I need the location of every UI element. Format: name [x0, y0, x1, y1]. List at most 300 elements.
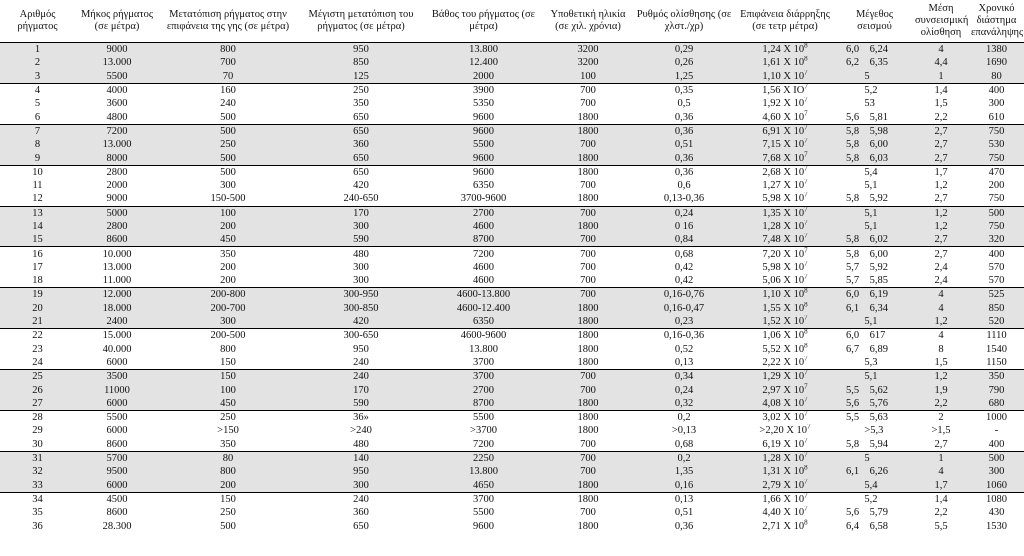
- cell-age: 700: [580, 275, 596, 287]
- cell-depth: 7200: [425, 247, 542, 261]
- cell-max: 300-850: [297, 302, 425, 315]
- cell-rec: 610: [988, 111, 1005, 123]
- table-row: [0, 97, 1024, 110]
- table-row: [0, 220, 1024, 233]
- cell-disp: 150: [159, 370, 297, 384]
- cell-slip: 0,29: [634, 43, 734, 57]
- area-mantissa: 5,06 X 10: [762, 275, 805, 287]
- cell-age: 1800: [542, 492, 634, 506]
- area-exponent: 7: [804, 437, 808, 445]
- cell-rec: 1000: [969, 411, 1024, 425]
- table-row: [0, 165, 1024, 179]
- cell-age: 100: [542, 70, 634, 84]
- cell-slip: 0,24: [634, 206, 734, 220]
- cell-mag: 5,3: [846, 356, 878, 368]
- table-row: [0, 274, 1024, 288]
- area-exponent: 7: [804, 69, 808, 77]
- cell-disp: 700: [159, 56, 297, 69]
- cell-mean: 4: [913, 288, 969, 302]
- cell-age: 700: [580, 180, 596, 192]
- area-exponent: 7: [804, 178, 808, 186]
- cell-mag: 5,8 6,03: [836, 151, 913, 165]
- cell-disp: 450: [159, 397, 297, 411]
- cell-depth: 9600: [425, 165, 542, 179]
- cell-len: 15.000: [75, 329, 159, 343]
- cell-age: 1800: [542, 220, 634, 233]
- cell-area: [734, 70, 836, 84]
- cell-n: 7: [0, 124, 75, 138]
- cell-depth: 13.800: [425, 465, 542, 478]
- col-header: Αριθμός ρήγματος: [0, 0, 75, 43]
- cell-rec: 530: [969, 138, 1024, 151]
- cell-area: [734, 411, 836, 425]
- cell-depth: 12.400: [425, 56, 542, 69]
- cell-n: 9: [0, 151, 75, 165]
- cell-depth: 13.800: [425, 43, 542, 57]
- area-mantissa: 5,98 X 10: [762, 193, 805, 205]
- cell-disp: 200-800: [159, 288, 297, 302]
- area-mantissa: 7,48 X 10: [762, 234, 805, 246]
- cell-rec: 1150: [986, 356, 1007, 368]
- area-mantissa: 4,40 X 10: [762, 507, 805, 519]
- area-mantissa: 1,28 X 10: [762, 453, 805, 465]
- cell-max: 950: [297, 43, 425, 57]
- cell-max: 300-650: [297, 329, 425, 343]
- area-mantissa: 1,66 X 10: [762, 493, 805, 505]
- cell-disp: 500: [220, 520, 236, 532]
- cell-len: 8600: [75, 233, 159, 247]
- cell-max: 170: [297, 383, 425, 396]
- cell-area: [734, 383, 836, 396]
- area-mantissa: 6,91 X 10: [762, 125, 805, 137]
- cell-n: 25: [0, 370, 75, 384]
- cell-max: 140: [297, 451, 425, 465]
- cell-n: 12: [32, 193, 43, 205]
- cell-len: 4500: [75, 492, 159, 506]
- cell-rec: 1530: [986, 520, 1007, 532]
- cell-age: 1800: [577, 343, 599, 355]
- cell-len: 4000: [75, 83, 159, 97]
- cell-slip: 0,2: [634, 451, 734, 465]
- cell-age: 700: [542, 465, 634, 478]
- cell-mean: 2,4: [934, 261, 948, 273]
- cell-mean: 2,7: [913, 233, 969, 247]
- area-exponent: 8: [804, 42, 808, 50]
- table-row: [0, 110, 1024, 124]
- cell-area: [734, 261, 836, 274]
- col-header: Ρυθμός ολίσθησης (σε χλστ./χρ): [634, 0, 734, 43]
- cell-age: 1800: [542, 151, 634, 165]
- cell-age: 1800: [542, 479, 634, 493]
- area-mantissa: 2,97 X 10: [762, 384, 805, 396]
- cell-mag: 5: [836, 70, 913, 84]
- area-exponent: 7: [804, 369, 808, 377]
- cell-len: 18.000: [75, 302, 159, 315]
- cell-disp: 200-500: [159, 329, 297, 343]
- cell-mean: 1,5: [934, 98, 948, 110]
- cell-len: 8000: [75, 151, 159, 165]
- cell-disp: 500: [220, 111, 236, 123]
- area-mantissa: 1,92 X 10: [762, 98, 805, 110]
- table-row: [0, 124, 1024, 138]
- table-row: [0, 288, 1024, 302]
- cell-mean: 1: [913, 451, 969, 465]
- cell-rec: 750: [988, 193, 1005, 205]
- cell-area: [734, 192, 836, 206]
- cell-n: 14: [0, 220, 75, 233]
- cell-area: [734, 247, 836, 261]
- cell-area: [734, 465, 836, 478]
- cell-mean: 2: [913, 411, 969, 425]
- cell-max: 170: [297, 206, 425, 220]
- cell-disp: 150: [220, 356, 236, 368]
- cell-len: 12.000: [75, 288, 159, 302]
- cell-n: 35: [32, 507, 43, 519]
- cell-age: 1800: [542, 165, 634, 179]
- cell-mag: 6,1 6,34: [836, 302, 913, 315]
- cell-depth: >3700: [470, 425, 497, 437]
- cell-max: 480: [353, 438, 369, 450]
- cell-depth: 2000: [425, 70, 542, 84]
- cell-mag: 5,8 5,94: [846, 438, 888, 450]
- cell-disp: >150: [217, 425, 239, 437]
- cell-slip: 0,52: [674, 343, 694, 355]
- cell-n: 23: [32, 343, 43, 355]
- cell-depth: 6350: [425, 315, 542, 329]
- cell-age: 1800: [542, 315, 634, 329]
- cell-slip: 0,16-0,36: [634, 329, 734, 343]
- cell-slip: 0,42: [674, 261, 694, 273]
- cell-rec: 400: [969, 247, 1024, 261]
- area-exponent: 7: [804, 355, 808, 363]
- cell-mag: 5,2: [836, 492, 913, 506]
- area-mantissa: 5,98 X 10: [762, 261, 805, 273]
- table-row: [0, 247, 1024, 261]
- cell-depth: 5350: [473, 98, 494, 110]
- cell-max: 650: [297, 124, 425, 138]
- area-exponent: 7: [804, 192, 808, 199]
- cell-len: 3600: [106, 98, 128, 110]
- table-row: [0, 83, 1024, 97]
- area-exponent: 7: [804, 246, 808, 255]
- cell-mean: 1: [913, 70, 969, 84]
- cell-n: 3: [0, 70, 75, 84]
- cell-rec: 1380: [969, 43, 1024, 57]
- table-row: [0, 315, 1024, 329]
- cell-rec: 1060: [969, 479, 1024, 493]
- cell-mag: 6,0 617: [836, 329, 913, 343]
- cell-area: [734, 151, 836, 165]
- area-mantissa: 7,20 X 10: [762, 248, 805, 260]
- cell-mean: 2,7: [934, 438, 948, 450]
- cell-max: 590: [297, 233, 425, 247]
- cell-age: 1800: [577, 425, 599, 437]
- cell-mag: 5,1: [846, 180, 878, 192]
- cell-area: [734, 274, 836, 288]
- cell-depth: 9600: [473, 111, 494, 123]
- area-mantissa: 5,52 X 10: [762, 343, 805, 355]
- table-row: [0, 329, 1024, 343]
- cell-len: 3500: [75, 370, 159, 384]
- table-row: [0, 56, 1024, 69]
- cell-rec: 430: [988, 507, 1005, 519]
- cell-disp: 70: [159, 70, 297, 84]
- area-mantissa: 7,68 X 10: [762, 152, 805, 164]
- cell-max: 850: [297, 56, 425, 69]
- cell-n: 19: [0, 288, 75, 302]
- cell-len: 6000: [106, 356, 128, 368]
- cell-len: 9000: [75, 43, 159, 57]
- area-exponent: 8: [804, 301, 808, 309]
- cell-mag: 5,8 5,98: [836, 124, 913, 138]
- cell-depth: 4600: [473, 261, 494, 273]
- cell-slip: 0,16-0,76: [634, 288, 734, 302]
- area-mantissa: 7,15 X 10: [762, 139, 805, 151]
- cell-depth: 4650: [425, 479, 542, 493]
- cell-mean: 2,2: [913, 397, 969, 411]
- cell-age: 700: [580, 438, 596, 450]
- cell-len: 11000: [75, 383, 159, 396]
- cell-slip: 0,36: [634, 151, 734, 165]
- cell-disp: 300: [220, 180, 236, 192]
- table-row: [0, 479, 1024, 493]
- cell-n: 15: [0, 233, 75, 247]
- cell-mag: 6,2 6,35: [836, 56, 913, 69]
- cell-slip: 0,84: [634, 233, 734, 247]
- cell-slip: 0,24: [634, 383, 734, 396]
- cell-rec: 200: [988, 180, 1005, 192]
- cell-rec: 750: [969, 151, 1024, 165]
- cell-mag: 5,7 5,85: [846, 275, 888, 287]
- cell-disp: 150: [159, 492, 297, 506]
- cell-max: 300: [353, 275, 369, 287]
- cell-disp: 160: [159, 83, 297, 97]
- cell-n: 34: [0, 492, 75, 506]
- cell-n: 32: [0, 465, 75, 478]
- cell-age: 700: [542, 138, 634, 151]
- cell-n: 27: [0, 397, 75, 411]
- table-row: [0, 383, 1024, 396]
- cell-area: [734, 492, 836, 506]
- cell-len: 5500: [75, 70, 159, 84]
- cell-len: 13.000: [102, 261, 132, 273]
- cell-n: 28: [0, 411, 75, 425]
- cell-depth: 3700: [425, 492, 542, 506]
- cell-len: 9500: [75, 465, 159, 478]
- cell-len: 13.000: [75, 56, 159, 69]
- cell-disp: 250: [159, 411, 297, 425]
- cell-age: 700: [580, 507, 596, 519]
- area-exponent: 7: [804, 410, 808, 418]
- col-header: Χρονικό διάστημα επανάληψης: [969, 0, 1024, 43]
- cell-depth: 5500: [473, 507, 494, 519]
- col-header: Μετατόπιση ρήγματος στην επιφάνεια της γης (σε μέτρα): [159, 0, 297, 43]
- cell-area: [734, 329, 836, 343]
- cell-area: [734, 356, 836, 370]
- cell-area: [734, 138, 836, 151]
- cell-n: 31: [0, 451, 75, 465]
- area-mantissa: 2,68 X 10: [762, 166, 805, 178]
- cell-age: 700: [542, 288, 634, 302]
- cell-depth: 3900: [425, 83, 542, 97]
- cell-age: 3200: [542, 56, 634, 69]
- cell-len: 5000: [75, 206, 159, 220]
- col-header: Βάθος του ρήγματος (σε μέτρα): [425, 0, 542, 43]
- cell-area: [734, 370, 836, 384]
- cell-mag: 6,0 6,19: [836, 288, 913, 302]
- area-exponent: 8: [804, 56, 808, 63]
- cell-area: [734, 451, 836, 465]
- area-exponent: 7: [804, 451, 808, 459]
- cell-age: 1800: [542, 329, 634, 343]
- cell-rec: 525: [969, 288, 1024, 302]
- cell-age: 1800: [542, 411, 634, 425]
- col-header: Μέγιστη μετατόπιση του ρήγματος (σε μέτρα): [297, 0, 425, 43]
- cell-n: 17: [32, 261, 43, 273]
- cell-rec: 470: [969, 165, 1024, 179]
- cell-mag: 5,5 5,62: [836, 383, 913, 396]
- cell-n: 5: [34, 98, 41, 110]
- area-mantissa: 4,60 X 10: [762, 111, 805, 123]
- area-mantissa: 1,10 X 10: [762, 289, 805, 301]
- cell-slip: 0,34: [634, 370, 734, 384]
- cell-area: [734, 506, 836, 519]
- cell-slip: 0,16-0,47: [634, 302, 734, 315]
- cell-mag: 5,5 5,63: [836, 411, 913, 425]
- cell-age: 1800: [542, 124, 634, 138]
- cell-mean: 1,2: [913, 206, 969, 220]
- area-exponent: 7: [804, 97, 808, 104]
- cell-disp: 100: [159, 383, 297, 396]
- cell-disp: 450: [159, 233, 297, 247]
- table-row: [0, 261, 1024, 274]
- cell-depth: 4600-9600: [425, 329, 542, 343]
- cell-len: 6000: [75, 397, 159, 411]
- area-mantissa: 2,79 X 10: [762, 479, 805, 491]
- cell-max: 950: [353, 343, 369, 355]
- cell-age: 1800: [577, 193, 599, 205]
- cell-mean: 4: [913, 43, 969, 57]
- area-mantissa: 1,28 X 10: [762, 221, 805, 232]
- area-exponent: 7: [804, 314, 808, 322]
- area-exponent: 7: [804, 492, 808, 500]
- cell-n: 26: [0, 383, 75, 396]
- cell-mag: 5: [836, 451, 913, 465]
- cell-slip: 0,2: [634, 411, 734, 425]
- cell-depth: 5500: [425, 138, 542, 151]
- cell-disp: 800: [159, 43, 297, 57]
- cell-mean: 4: [913, 465, 969, 478]
- cell-slip: 0,51: [674, 507, 694, 519]
- cell-rec: -: [994, 425, 999, 437]
- cell-max: 300: [297, 220, 425, 233]
- cell-area: [734, 97, 836, 110]
- cell-rec: 790: [969, 383, 1024, 396]
- cell-mag: 5,4: [836, 479, 913, 493]
- cell-slip: 0,68: [634, 247, 734, 261]
- cell-disp: 500: [159, 124, 297, 138]
- cell-age: 1800: [542, 397, 634, 411]
- cell-area: [734, 206, 836, 220]
- cell-area: [734, 519, 836, 532]
- cell-max: 480: [297, 247, 425, 261]
- table-row: [0, 192, 1024, 206]
- cell-depth: 9600: [425, 124, 542, 138]
- cell-len: 2800: [75, 220, 159, 233]
- cell-mag: 6,7 6,89: [846, 343, 888, 355]
- cell-disp: 250: [159, 138, 297, 151]
- col-header: Μήκος ρήγματος (σε μέτρα): [75, 0, 159, 43]
- cell-len: 2000: [106, 180, 128, 192]
- cell-mean: 1,2: [934, 180, 948, 192]
- cell-mag: 6,1 6,26: [836, 465, 913, 478]
- cell-max: 350: [353, 98, 369, 110]
- area-exponent: 7: [804, 124, 808, 132]
- cell-area: [734, 165, 836, 179]
- area-exponent: 8: [804, 519, 808, 527]
- cell-max: 650: [353, 520, 369, 532]
- cell-depth: 2700: [425, 206, 542, 220]
- cell-n: 24: [32, 356, 43, 368]
- cell-slip: 0,13: [634, 492, 734, 506]
- table-row: [0, 370, 1024, 384]
- cell-slip: 0,16: [634, 479, 734, 493]
- cell-rec: 1110: [969, 329, 1024, 343]
- cell-max: 240: [297, 370, 425, 384]
- cell-mean: 2,7: [913, 151, 969, 165]
- cell-mag: 5,8 6,02: [836, 233, 913, 247]
- cell-max: 650: [297, 151, 425, 165]
- cell-n: 4: [0, 83, 75, 97]
- cell-mag: 5,1: [836, 220, 913, 233]
- cell-area: [734, 288, 836, 302]
- cell-age: 1800: [577, 520, 599, 532]
- cell-mean: 5,5: [934, 520, 948, 532]
- area-exponent: 7: [804, 206, 808, 214]
- cell-mag: 5,8 6,00: [836, 247, 913, 261]
- table-body: [0, 43, 1024, 533]
- cell-len: 11.000: [102, 275, 132, 287]
- cell-len: 5700: [75, 451, 159, 465]
- cell-disp: 80: [159, 451, 297, 465]
- cell-n: 33: [0, 479, 75, 493]
- cell-mean: 1,7: [913, 165, 969, 179]
- table-row: [0, 356, 1024, 370]
- col-header: Μέση συνσεισμική ολίσθηση: [913, 0, 969, 43]
- table-row: [0, 451, 1024, 465]
- cell-n: 11: [32, 180, 43, 192]
- area-mantissa: 1,56 X IO: [762, 85, 805, 97]
- cell-mean: 4: [913, 302, 969, 315]
- cell-max: 420: [297, 315, 425, 329]
- cell-depth: 2700: [425, 383, 542, 396]
- cell-age: 700: [542, 233, 634, 247]
- cell-area: [734, 179, 836, 192]
- area-exponent: 8: [804, 465, 808, 472]
- cell-max: >240: [350, 425, 372, 437]
- cell-age: 700: [580, 98, 596, 110]
- cell-disp: 150-500: [210, 193, 246, 205]
- cell-rec: 750: [969, 220, 1024, 233]
- cell-n: 6: [34, 111, 41, 123]
- area-mantissa: 1,27 X 10: [762, 180, 805, 192]
- cell-slip: 0,23: [634, 315, 734, 329]
- cell-mag: >5,3: [846, 425, 884, 437]
- table-row: [0, 465, 1024, 478]
- col-header: Υποθετική ηλικία (σε χιλ. χρόνια): [542, 0, 634, 43]
- table-row: [0, 233, 1024, 247]
- cell-area: [734, 438, 836, 452]
